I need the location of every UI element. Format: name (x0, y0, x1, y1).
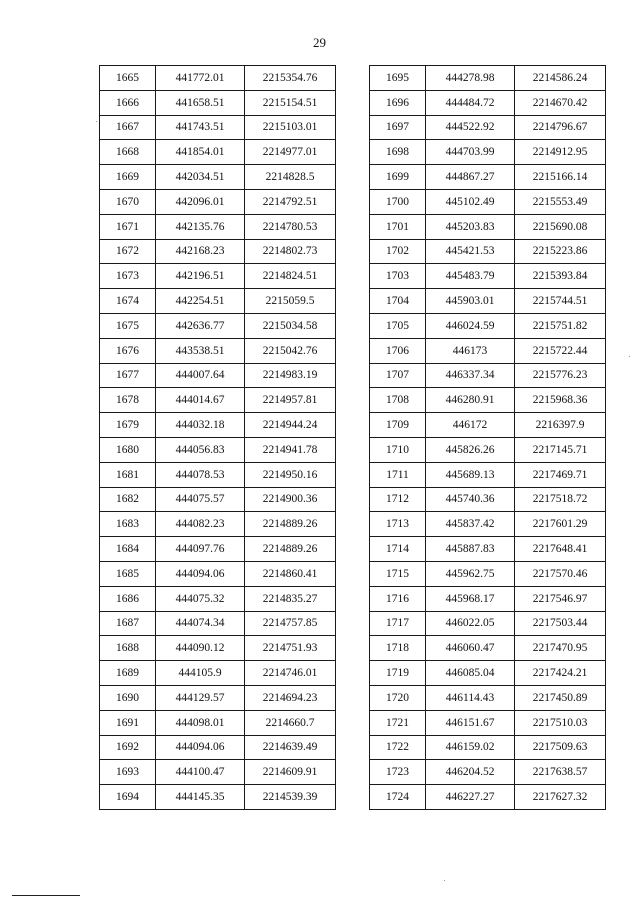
point-number-cell: 1694 (100, 785, 156, 810)
table-row (370, 140, 606, 165)
x-coordinate-cell: 442135.76 (156, 214, 245, 239)
x-coordinate-cell: 442034.51 (156, 165, 245, 190)
y-coordinate-cell: 2214802.73 (245, 239, 336, 264)
x-coordinate-cell: 441743.51 (156, 115, 245, 140)
point-number-cell: 1711 (370, 462, 426, 487)
footnote-divider (12, 895, 80, 896)
table-row (100, 214, 336, 239)
point-number-cell: 1709 (370, 413, 426, 438)
x-coordinate-cell: 445102.49 (426, 189, 515, 214)
point-number-cell: 1673 (100, 264, 156, 289)
point-number-cell: 1705 (370, 313, 426, 338)
table-row (100, 363, 336, 388)
table-row (370, 115, 606, 140)
y-coordinate-cell: 2215223.86 (515, 239, 606, 264)
x-coordinate-cell: 445421.53 (426, 239, 515, 264)
x-coordinate-cell: 444703.99 (426, 140, 515, 165)
point-number-cell: 1713 (370, 512, 426, 537)
x-coordinate-cell: 446151.67 (426, 710, 515, 735)
y-coordinate-cell: 2217510.03 (515, 710, 606, 735)
x-coordinate-cell: 444032.18 (156, 413, 245, 438)
table-row (370, 66, 606, 91)
x-coordinate-cell: 444014.67 (156, 388, 245, 413)
scan-speck (96, 121, 97, 122)
x-coordinate-cell: 446204.52 (426, 760, 515, 785)
x-coordinate-cell: 445826.26 (426, 437, 515, 462)
x-coordinate-cell: 442636.77 (156, 313, 245, 338)
coordinate-table-right (369, 65, 606, 810)
table-row (370, 537, 606, 562)
x-coordinate-cell: 444082.23 (156, 512, 245, 537)
table-row (370, 264, 606, 289)
x-coordinate-cell: 444522.92 (426, 115, 515, 140)
y-coordinate-cell: 2215103.01 (245, 115, 336, 140)
point-number-cell: 1684 (100, 537, 156, 562)
table-row (100, 90, 336, 115)
point-number-cell: 1692 (100, 735, 156, 760)
point-number-cell: 1681 (100, 462, 156, 487)
point-number-cell: 1668 (100, 140, 156, 165)
point-number-cell: 1685 (100, 561, 156, 586)
table-row (370, 413, 606, 438)
y-coordinate-cell: 2215722.44 (515, 338, 606, 363)
x-coordinate-cell: 442168.23 (156, 239, 245, 264)
y-coordinate-cell: 2217518.72 (515, 487, 606, 512)
table-row (370, 661, 606, 686)
coordinate-table-left (99, 65, 336, 810)
y-coordinate-cell: 2214751.93 (245, 636, 336, 661)
y-coordinate-cell: 2217648.41 (515, 537, 606, 562)
y-coordinate-cell: 2217601.29 (515, 512, 606, 537)
x-coordinate-cell: 446172 (426, 413, 515, 438)
x-coordinate-cell: 445203.83 (426, 214, 515, 239)
x-coordinate-cell: 442096.01 (156, 189, 245, 214)
y-coordinate-cell: 2215553.49 (515, 189, 606, 214)
x-coordinate-cell: 446337.34 (426, 363, 515, 388)
table-row (100, 413, 336, 438)
y-coordinate-cell: 2214660.7 (245, 710, 336, 735)
x-coordinate-cell: 446227.27 (426, 785, 515, 810)
table-row (100, 140, 336, 165)
table-row (370, 289, 606, 314)
table-row (370, 189, 606, 214)
y-coordinate-cell: 2215690.08 (515, 214, 606, 239)
y-coordinate-cell: 2214900.36 (245, 487, 336, 512)
y-coordinate-cell: 2214796.67 (515, 115, 606, 140)
table-row (370, 165, 606, 190)
x-coordinate-cell: 446022.05 (426, 611, 515, 636)
table-row (100, 611, 336, 636)
table-row (370, 338, 606, 363)
x-coordinate-cell: 443538.51 (156, 338, 245, 363)
point-number-cell: 1671 (100, 214, 156, 239)
y-coordinate-cell: 2214780.53 (245, 214, 336, 239)
point-number-cell: 1665 (100, 66, 156, 91)
point-number-cell: 1708 (370, 388, 426, 413)
x-coordinate-cell: 444278.98 (426, 66, 515, 91)
point-number-cell: 1690 (100, 685, 156, 710)
point-number-cell: 1724 (370, 785, 426, 810)
point-number-cell: 1693 (100, 760, 156, 785)
y-coordinate-cell: 2217627.32 (515, 785, 606, 810)
table-row (370, 561, 606, 586)
y-coordinate-cell: 2217570.46 (515, 561, 606, 586)
y-coordinate-cell: 2215034.58 (245, 313, 336, 338)
point-number-cell: 1696 (370, 90, 426, 115)
x-coordinate-cell: 441772.01 (156, 66, 245, 91)
point-number-cell: 1674 (100, 289, 156, 314)
point-number-cell: 1670 (100, 189, 156, 214)
table-row (370, 388, 606, 413)
table-row (100, 685, 336, 710)
point-number-cell: 1698 (370, 140, 426, 165)
table-row (100, 586, 336, 611)
point-number-cell: 1718 (370, 636, 426, 661)
table-row (100, 289, 336, 314)
x-coordinate-cell: 444075.32 (156, 586, 245, 611)
y-coordinate-cell: 2214941.78 (245, 437, 336, 462)
table-row (100, 189, 336, 214)
point-number-cell: 1720 (370, 685, 426, 710)
table-row (100, 785, 336, 810)
point-number-cell: 1710 (370, 437, 426, 462)
y-coordinate-cell: 2215059.5 (245, 289, 336, 314)
y-coordinate-cell: 2214539.39 (245, 785, 336, 810)
table-row (370, 785, 606, 810)
table-row (370, 512, 606, 537)
y-coordinate-cell: 2214828.5 (245, 165, 336, 190)
point-number-cell: 1687 (100, 611, 156, 636)
y-coordinate-cell: 2214983.19 (245, 363, 336, 388)
point-number-cell: 1677 (100, 363, 156, 388)
y-coordinate-cell: 2214957.81 (245, 388, 336, 413)
y-coordinate-cell: 2216397.9 (515, 413, 606, 438)
y-coordinate-cell: 2214670.42 (515, 90, 606, 115)
point-number-cell: 1719 (370, 661, 426, 686)
x-coordinate-cell: 444074.34 (156, 611, 245, 636)
table-row (100, 388, 336, 413)
x-coordinate-cell: 444145.35 (156, 785, 245, 810)
table-row (100, 487, 336, 512)
point-number-cell: 1688 (100, 636, 156, 661)
table-row (370, 586, 606, 611)
point-number-cell: 1703 (370, 264, 426, 289)
x-coordinate-cell: 444078.53 (156, 462, 245, 487)
x-coordinate-cell: 446085.04 (426, 661, 515, 686)
x-coordinate-cell: 445689.13 (426, 462, 515, 487)
table-row (100, 561, 336, 586)
x-coordinate-cell: 444100.47 (156, 760, 245, 785)
table-row (370, 611, 606, 636)
y-coordinate-cell: 2215042.76 (245, 338, 336, 363)
y-coordinate-cell: 2214586.24 (515, 66, 606, 91)
x-coordinate-cell: 444094.06 (156, 735, 245, 760)
y-coordinate-cell: 2215744.51 (515, 289, 606, 314)
point-number-cell: 1716 (370, 586, 426, 611)
x-coordinate-cell: 444007.64 (156, 363, 245, 388)
y-coordinate-cell: 2217503.44 (515, 611, 606, 636)
point-number-cell: 1714 (370, 537, 426, 562)
y-coordinate-cell: 2215968.36 (515, 388, 606, 413)
x-coordinate-cell: 446173 (426, 338, 515, 363)
x-coordinate-cell: 446024.59 (426, 313, 515, 338)
point-number-cell: 1717 (370, 611, 426, 636)
y-coordinate-cell: 2214746.01 (245, 661, 336, 686)
point-number-cell: 1707 (370, 363, 426, 388)
table-row (370, 487, 606, 512)
y-coordinate-cell: 2214757.85 (245, 611, 336, 636)
point-number-cell: 1723 (370, 760, 426, 785)
y-coordinate-cell: 2214944.24 (245, 413, 336, 438)
point-number-cell: 1682 (100, 487, 156, 512)
x-coordinate-cell: 441658.51 (156, 90, 245, 115)
table-row (370, 214, 606, 239)
x-coordinate-cell: 444075.57 (156, 487, 245, 512)
table-row (370, 710, 606, 735)
y-coordinate-cell: 2217469.71 (515, 462, 606, 487)
table-row (370, 363, 606, 388)
point-number-cell: 1699 (370, 165, 426, 190)
y-coordinate-cell: 2214824.51 (245, 264, 336, 289)
x-coordinate-cell: 444097.76 (156, 537, 245, 562)
y-coordinate-cell: 2214639.49 (245, 735, 336, 760)
y-coordinate-cell: 2214889.26 (245, 512, 336, 537)
table-row (100, 661, 336, 686)
point-number-cell: 1672 (100, 239, 156, 264)
y-coordinate-cell: 2215751.82 (515, 313, 606, 338)
y-coordinate-cell: 2215354.76 (245, 66, 336, 91)
y-coordinate-cell: 2217638.57 (515, 760, 606, 785)
point-number-cell: 1676 (100, 338, 156, 363)
y-coordinate-cell: 2217424.21 (515, 661, 606, 686)
x-coordinate-cell: 445968.17 (426, 586, 515, 611)
x-coordinate-cell: 442196.51 (156, 264, 245, 289)
table-row (100, 710, 336, 735)
point-number-cell: 1666 (100, 90, 156, 115)
table-row (370, 760, 606, 785)
point-number-cell: 1669 (100, 165, 156, 190)
x-coordinate-cell: 444129.57 (156, 685, 245, 710)
x-coordinate-cell: 444098.01 (156, 710, 245, 735)
point-number-cell: 1721 (370, 710, 426, 735)
x-coordinate-cell: 445740.36 (426, 487, 515, 512)
x-coordinate-cell: 444105.9 (156, 661, 245, 686)
table-row (100, 66, 336, 91)
y-coordinate-cell: 2214912.95 (515, 140, 606, 165)
scan-speck (444, 880, 445, 881)
y-coordinate-cell: 2214835.27 (245, 586, 336, 611)
y-coordinate-cell: 2214609.91 (245, 760, 336, 785)
table-row (100, 115, 336, 140)
page-number: 29 (313, 35, 326, 50)
y-coordinate-cell: 2214977.01 (245, 140, 336, 165)
y-coordinate-cell: 2217450.89 (515, 685, 606, 710)
y-coordinate-cell: 2214860.41 (245, 561, 336, 586)
y-coordinate-cell: 2214889.26 (245, 537, 336, 562)
table-row (100, 313, 336, 338)
table-row (100, 264, 336, 289)
x-coordinate-cell: 445887.83 (426, 537, 515, 562)
table-row (100, 462, 336, 487)
point-number-cell: 1695 (370, 66, 426, 91)
point-number-cell: 1678 (100, 388, 156, 413)
y-coordinate-cell: 2215776.23 (515, 363, 606, 388)
table-row (100, 437, 336, 462)
x-coordinate-cell: 441854.01 (156, 140, 245, 165)
point-number-cell: 1704 (370, 289, 426, 314)
point-number-cell: 1701 (370, 214, 426, 239)
point-number-cell: 1697 (370, 115, 426, 140)
y-coordinate-cell: 2215154.51 (245, 90, 336, 115)
x-coordinate-cell: 446114.43 (426, 685, 515, 710)
table-row (100, 165, 336, 190)
y-coordinate-cell: 2217509.63 (515, 735, 606, 760)
y-coordinate-cell: 2214694.23 (245, 685, 336, 710)
table-row (100, 636, 336, 661)
x-coordinate-cell: 446060.47 (426, 636, 515, 661)
x-coordinate-cell: 445903.01 (426, 289, 515, 314)
point-number-cell: 1680 (100, 437, 156, 462)
point-number-cell: 1706 (370, 338, 426, 363)
x-coordinate-cell: 444090.12 (156, 636, 245, 661)
x-coordinate-cell: 442254.51 (156, 289, 245, 314)
x-coordinate-cell: 445483.79 (426, 264, 515, 289)
table-row (100, 760, 336, 785)
point-number-cell: 1691 (100, 710, 156, 735)
point-number-cell: 1689 (100, 661, 156, 686)
point-number-cell: 1679 (100, 413, 156, 438)
y-coordinate-cell: 2217546.97 (515, 586, 606, 611)
point-number-cell: 1667 (100, 115, 156, 140)
point-number-cell: 1675 (100, 313, 156, 338)
table-row (100, 537, 336, 562)
table-row (100, 338, 336, 363)
point-number-cell: 1715 (370, 561, 426, 586)
table-row (370, 239, 606, 264)
table-row (370, 735, 606, 760)
y-coordinate-cell: 2215166.14 (515, 165, 606, 190)
x-coordinate-cell: 445962.75 (426, 561, 515, 586)
point-number-cell: 1700 (370, 189, 426, 214)
y-coordinate-cell: 2217470.95 (515, 636, 606, 661)
point-number-cell: 1683 (100, 512, 156, 537)
y-coordinate-cell: 2217145.71 (515, 437, 606, 462)
point-number-cell: 1702 (370, 239, 426, 264)
table-row (100, 239, 336, 264)
x-coordinate-cell: 444094.06 (156, 561, 245, 586)
point-number-cell: 1722 (370, 735, 426, 760)
y-coordinate-cell: 2214792.51 (245, 189, 336, 214)
x-coordinate-cell: 446159.02 (426, 735, 515, 760)
table-row (370, 462, 606, 487)
table-row (100, 512, 336, 537)
table-row (370, 90, 606, 115)
x-coordinate-cell: 445837.42 (426, 512, 515, 537)
table-row (370, 685, 606, 710)
y-coordinate-cell: 2215393.84 (515, 264, 606, 289)
point-number-cell: 1712 (370, 487, 426, 512)
y-coordinate-cell: 2214950.16 (245, 462, 336, 487)
x-coordinate-cell: 446280.91 (426, 388, 515, 413)
scan-speck (629, 356, 630, 357)
table-row (370, 636, 606, 661)
table-row (370, 437, 606, 462)
x-coordinate-cell: 444056.83 (156, 437, 245, 462)
table-row (100, 735, 336, 760)
x-coordinate-cell: 444484.72 (426, 90, 515, 115)
point-number-cell: 1686 (100, 586, 156, 611)
table-row (370, 313, 606, 338)
x-coordinate-cell: 444867.27 (426, 165, 515, 190)
